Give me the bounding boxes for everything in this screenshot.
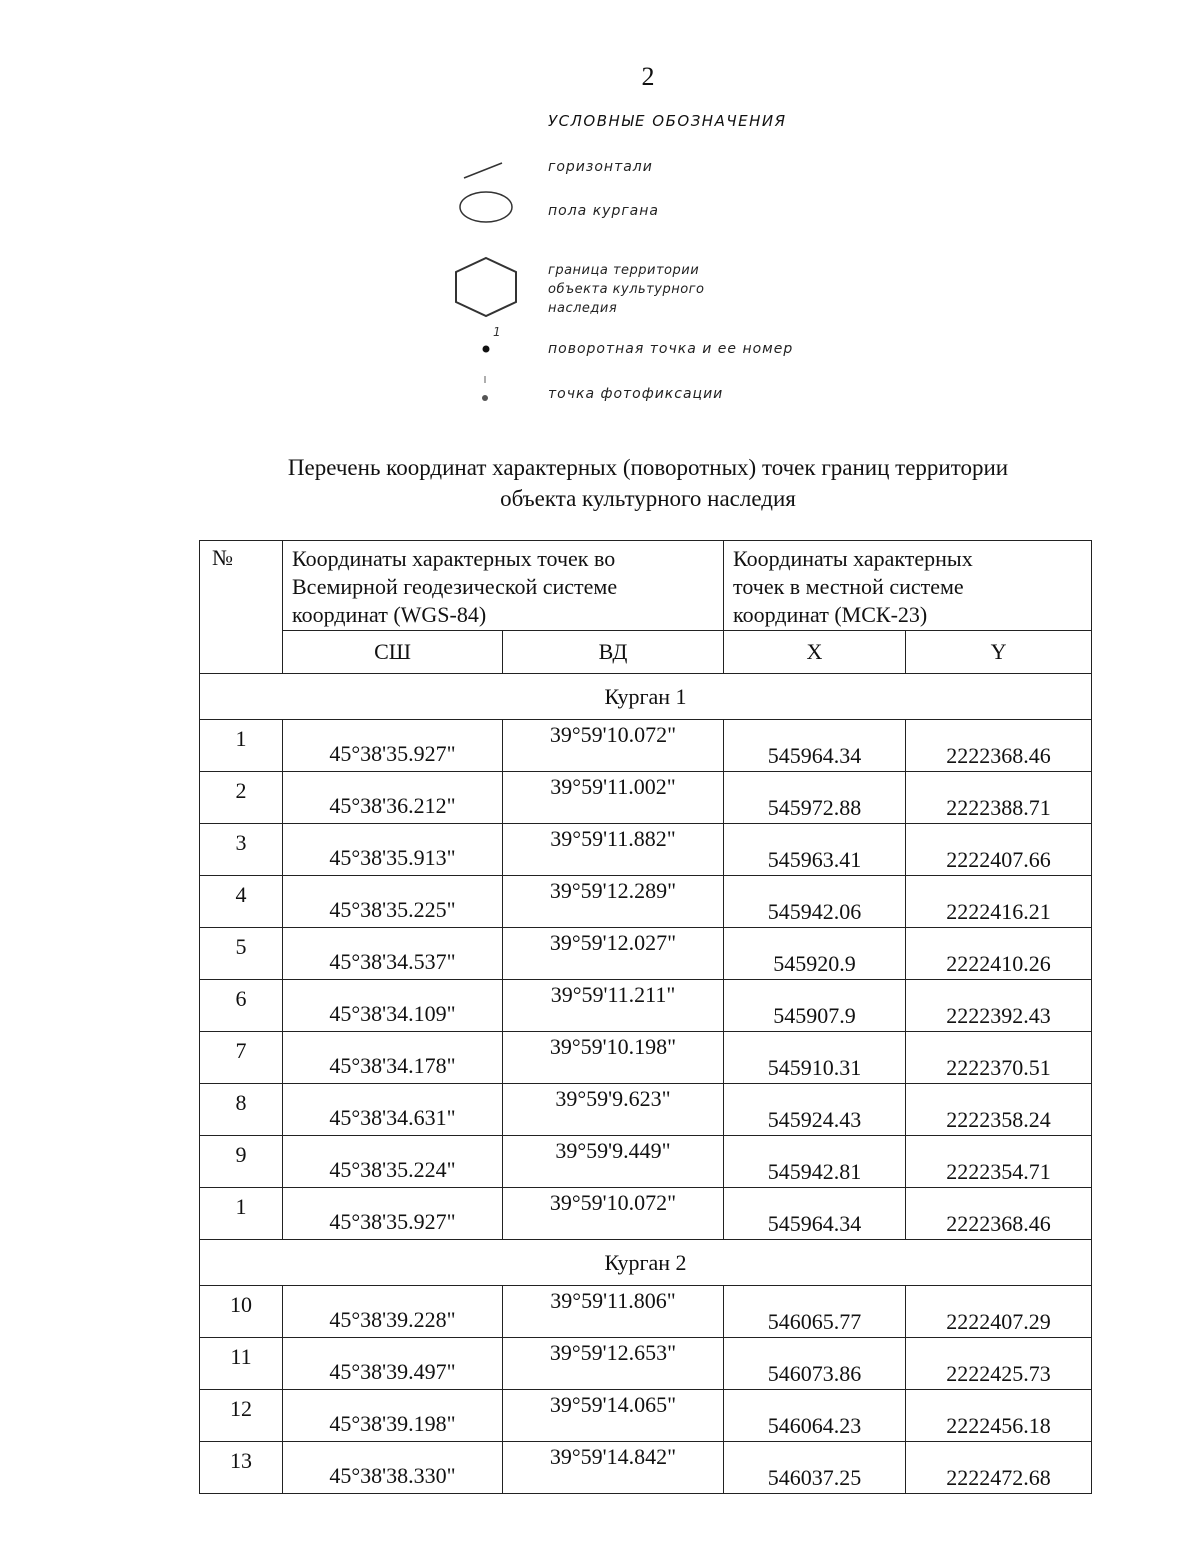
cell-y: 2222368.46 <box>906 720 1092 772</box>
cell-x: 545963.41 <box>724 824 906 876</box>
cell-y: 2222472.68 <box>906 1442 1092 1494</box>
section-title: Курган 2 <box>200 1240 1092 1286</box>
hexagon-icon <box>456 258 516 316</box>
table-row <box>200 1338 1092 1390</box>
turning-point-icon <box>483 346 490 353</box>
legend-title: УСЛОВНЫЕ ОБОЗНАЧЕНИЯ <box>548 112 787 130</box>
cell-longitude: 39°59'12.653" <box>503 1338 724 1390</box>
table-row <box>200 928 1092 980</box>
cell-number: 7 <box>200 1032 283 1084</box>
turning-point-number: 1 <box>493 325 501 339</box>
cell-x: 545972.88 <box>724 772 906 824</box>
legend-symbols <box>440 150 540 410</box>
table-row <box>200 980 1092 1032</box>
section-row <box>200 1240 1092 1286</box>
cell-y: 2222410.26 <box>906 928 1092 980</box>
table-row <box>200 876 1092 928</box>
cell-number: 9 <box>200 1136 283 1188</box>
cell-latitude: 45°38'35.913" <box>283 824 503 876</box>
table-row <box>200 1032 1092 1084</box>
table-row <box>200 720 1092 772</box>
cell-y: 2222407.66 <box>906 824 1092 876</box>
cell-longitude: 39°59'9.449" <box>503 1136 724 1188</box>
cell-x: 545942.06 <box>724 876 906 928</box>
cell-number: 5 <box>200 928 283 980</box>
cell-number: 6 <box>200 980 283 1032</box>
table-row <box>200 1136 1092 1188</box>
header-x: X <box>724 631 906 674</box>
cell-latitude: 45°38'39.497" <box>283 1338 503 1390</box>
cell-x: 546073.86 <box>724 1338 906 1390</box>
cell-latitude: 45°38'39.198" <box>283 1390 503 1442</box>
cell-latitude: 45°38'35.224" <box>283 1136 503 1188</box>
cell-latitude: 45°38'35.225" <box>283 876 503 928</box>
cell-number: 4 <box>200 876 283 928</box>
table-row <box>200 1084 1092 1136</box>
cell-longitude: 39°59'10.072" <box>503 720 724 772</box>
cell-number: 12 <box>200 1390 283 1442</box>
legend-label-contours: горизонтали <box>548 159 653 175</box>
cell-x: 545920.9 <box>724 928 906 980</box>
header-number: № <box>200 541 283 674</box>
cell-latitude: 45°38'34.178" <box>283 1032 503 1084</box>
header-msk23: Координаты характерных точек в местной системе координат (МСК-23) <box>724 541 1092 631</box>
cell-latitude: 45°38'34.109" <box>283 980 503 1032</box>
cell-y: 2222358.24 <box>906 1084 1092 1136</box>
cell-x: 546064.23 <box>724 1390 906 1442</box>
cell-x: 545964.34 <box>724 1188 906 1240</box>
legend-label-mound-floor: пола кургана <box>548 203 659 219</box>
cell-y: 2222368.46 <box>906 1188 1092 1240</box>
header-lon: ВД <box>503 631 724 674</box>
cell-latitude: 45°38'35.927" <box>283 720 503 772</box>
cell-number: 10 <box>200 1286 283 1338</box>
cell-number: 2 <box>200 772 283 824</box>
cell-x: 545942.81 <box>724 1136 906 1188</box>
table-row <box>200 1390 1092 1442</box>
cell-x: 545907.9 <box>724 980 906 1032</box>
cell-longitude: 39°59'11.002" <box>503 772 724 824</box>
cell-longitude: 39°59'9.623" <box>503 1084 724 1136</box>
legend-label-turning-point: поворотная точка и ее номер <box>548 341 794 357</box>
cell-x: 545910.31 <box>724 1032 906 1084</box>
table-row <box>200 1442 1092 1494</box>
cell-number: 13 <box>200 1442 283 1494</box>
header-wgs84: Координаты характерных точек во Всемирной геодезической системе координат (WGS-84) <box>283 541 724 631</box>
table-row <box>200 1286 1092 1338</box>
legend-label-photo-point: точка фотофиксации <box>548 386 724 402</box>
cell-y: 2222456.18 <box>906 1390 1092 1442</box>
cell-y: 2222392.43 <box>906 980 1092 1032</box>
cell-latitude: 45°38'35.927" <box>283 1188 503 1240</box>
cell-latitude: 45°38'34.537" <box>283 928 503 980</box>
cell-longitude: 39°59'11.882" <box>503 824 724 876</box>
cell-number: 1 <box>200 1188 283 1240</box>
cell-number: 11 <box>200 1338 283 1390</box>
contour-line-icon <box>464 163 502 178</box>
cell-number: 1 <box>200 720 283 772</box>
cell-latitude: 45°38'36.212" <box>283 772 503 824</box>
table-row <box>200 1188 1092 1240</box>
cell-y: 2222354.71 <box>906 1136 1092 1188</box>
section-row <box>200 674 1092 720</box>
cell-x: 546037.25 <box>724 1442 906 1494</box>
header-lat: СШ <box>283 631 503 674</box>
ellipse-icon <box>460 192 512 222</box>
cell-x: 545964.34 <box>724 720 906 772</box>
cell-longitude: 39°59'14.842" <box>503 1442 724 1494</box>
section-title: Курган 1 <box>200 674 1092 720</box>
cell-longitude: 39°59'12.289" <box>503 876 724 928</box>
cell-longitude: 39°59'11.211" <box>503 980 724 1032</box>
cell-longitude: 39°59'10.198" <box>503 1032 724 1084</box>
cell-y: 2222370.51 <box>906 1032 1092 1084</box>
legend-label-boundary: граница территории объекта культурного наследия <box>548 263 705 316</box>
photo-point-icon <box>482 395 488 401</box>
page-number: 2 <box>641 62 655 91</box>
header-y: Y <box>906 631 1092 674</box>
cell-longitude: 39°59'12.027" <box>503 928 724 980</box>
cell-number: 3 <box>200 824 283 876</box>
cell-x: 546065.77 <box>724 1286 906 1338</box>
cell-y: 2222388.71 <box>906 772 1092 824</box>
cell-latitude: 45°38'34.631" <box>283 1084 503 1136</box>
table-row <box>200 772 1092 824</box>
cell-number: 8 <box>200 1084 283 1136</box>
cell-longitude: 39°59'14.065" <box>503 1390 724 1442</box>
cell-longitude: 39°59'11.806" <box>503 1286 724 1338</box>
cell-latitude: 45°38'39.228" <box>283 1286 503 1338</box>
table-row <box>200 824 1092 876</box>
cell-y: 2222407.29 <box>906 1286 1092 1338</box>
cell-x: 545924.43 <box>724 1084 906 1136</box>
cell-longitude: 39°59'10.072" <box>503 1188 724 1240</box>
coordinates-table <box>199 540 1092 1494</box>
cell-latitude: 45°38'38.330" <box>283 1442 503 1494</box>
cell-y: 2222425.73 <box>906 1338 1092 1390</box>
document-title: Перечень координат характерных (поворотных) точек границ территории объекта культурного наследия <box>287 455 1009 511</box>
cell-y: 2222416.21 <box>906 876 1092 928</box>
